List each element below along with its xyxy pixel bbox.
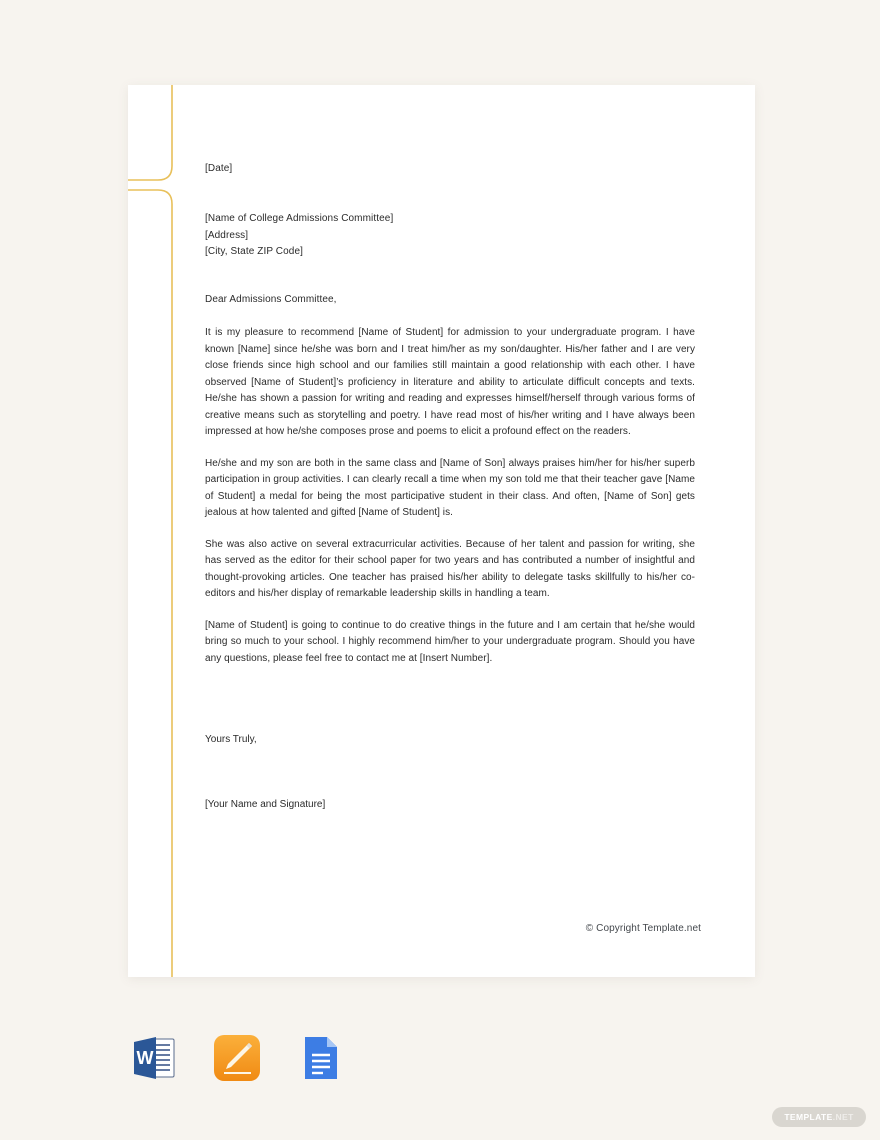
salutation: Dear Admissions Committee,: [205, 294, 337, 305]
copyright-notice: © Copyright Template.net: [585, 923, 701, 934]
google-docs-icon[interactable]: [294, 1032, 346, 1084]
signature-placeholder: [Your Name and Signature]: [205, 799, 326, 810]
letter-content: [205, 85, 701, 977]
recipient-line-1: [Name of College Admissions Committee]: [205, 213, 394, 224]
gold-border-decoration: [128, 85, 208, 977]
svg-text:W: W: [136, 1048, 154, 1068]
document-page: [128, 85, 755, 977]
apple-pages-icon[interactable]: [211, 1032, 263, 1084]
microsoft-word-icon[interactable]: [128, 1032, 180, 1084]
recipient-line-3: [City, State ZIP Code]: [205, 246, 303, 257]
format-icon-row: [128, 1032, 346, 1084]
closing-line: Yours Truly,: [205, 734, 257, 745]
watermark-tld: .NET: [832, 1112, 854, 1122]
letter-body: [205, 325, 695, 682]
recipient-line-2: [Address]: [205, 229, 249, 241]
template-net-watermark: [772, 1107, 866, 1127]
paragraph-2: He/she and my son are both in the same class and [Name of Son] always praises him/her for his/her superb participation in group activities. I can clearly recall a time when my son told me that their teacher gave [Name of Student] a medal for being the most participative student in their class. And often, [Name of Son] gets jealous at how talented and gifted [Name of Student] is.: [205, 457, 695, 518]
recipient-block: [205, 211, 393, 261]
watermark-brand: TEMPLATE: [784, 1112, 833, 1122]
paragraph-4: [Name of Student] is going to continue to do creative things in the future and I am certain that he/she would bring so much to your school. I highly recommend him/her to your undergraduate program. Should you have any questions, please feel free to contact me at [Insert Number].: [205, 619, 695, 664]
date-placeholder: [Date]: [205, 163, 233, 174]
paragraph-3: She was also active on several extracurricular activities. Because of her talent and passion for writing, she has served as the editor for their school paper for two years and has contributed a number of insightful and thought-provoking articles. One teacher has praised his/her ability to delegate tasks skillfully to his/her co-editors and his/her display of remarkable leadership skills in handling a team.: [205, 538, 695, 599]
paragraph-1: It is my pleasure to recommend [Name of Student] for admission to your undergraduate program. I have known [Name] since he/she was born and I treat him/her as my son/daughter. His/her father and I are very close friends since high school and our families still maintain a good relationship with each other. I have observed [Name of Student]’s proficiency in literature and ability to articulate difficult concepts and texts. He/she has shown a passion for writing and reading and expresses himself/herself through various forms of creative means such as storytelling and poetry. I have read most of his/her writing and I have always been impressed at how he/she composes prose and poems to elicit a profound effect on the readers.: [205, 327, 695, 437]
